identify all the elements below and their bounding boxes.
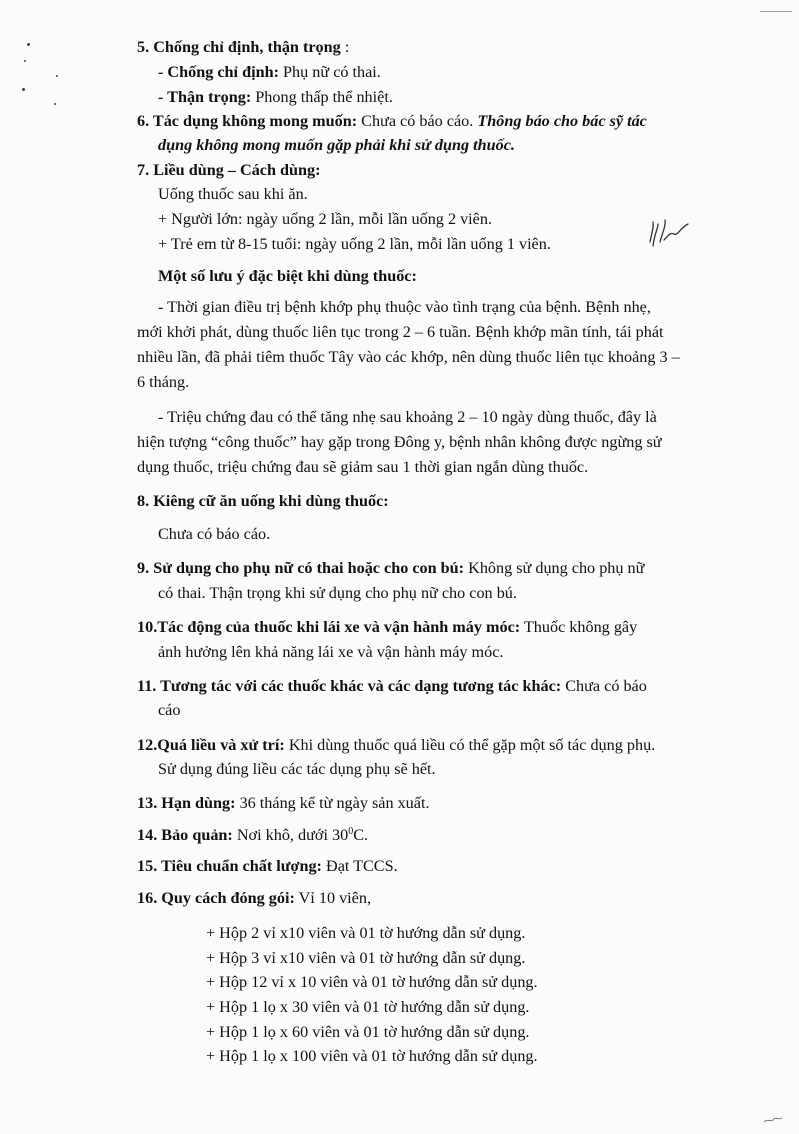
scan-speck xyxy=(22,88,25,91)
packaging-item: + Hộp 1 lọ x 60 viên và 01 tờ hướng dẫn sử dụng. xyxy=(206,1023,530,1041)
notes-p1-line-2: mới khởi phát, dùng thuốc liên tục trong 2 – 6 tuần. Bệnh khớp mãn tính, tái phát xyxy=(137,323,664,341)
section-5-caution: - Thận trọng: Phong thấp thể nhiệt. xyxy=(158,88,393,106)
section-10-line-1: 10.Tác động của thuốc khi lái xe và vận hành máy móc: Thuốc không gây xyxy=(137,618,638,636)
notes-p1-line-1: - Thời gian điều trị bệnh khớp phụ thuộc vào tình trạng của bệnh. Bệnh nhẹ, xyxy=(158,298,651,316)
packaging-item: + Hộp 1 lọ x 30 viên và 01 tờ hướng dẫn sử dụng. xyxy=(206,998,530,1016)
section-8-text: Chưa có báo cáo. xyxy=(158,525,271,543)
notes-p1-line-3: nhiều lần, đã phải tiêm thuốc Tây vào các khớp, nên dùng thuốc liên tục khoảng 3 – xyxy=(137,348,680,366)
section-7-line-1: Uống thuốc sau khi ăn. xyxy=(158,185,308,203)
section-7-heading: 7. Liều dùng – Cách dùng: xyxy=(137,161,321,179)
section-9-line-2: có thai. Thận trọng khi sử dụng cho phụ nữ cho con bú. xyxy=(158,584,517,602)
section-12-line-1: 12.Quá liều và xử trí: Khi dùng thuốc quá liều có thể gặp một số tác dụng phụ. xyxy=(137,736,656,754)
notes-p2-line-3: dụng thuốc, triệu chứng đau sẽ giảm sau 1 thời gian ngắn dùng thuốc. xyxy=(137,458,589,476)
notes-p1-line-4: 6 tháng. xyxy=(137,373,190,391)
packaging-item: + Hộp 2 vỉ x10 viên và 01 tờ hướng dẫn sử dụng. xyxy=(206,924,526,942)
section-7-line-2: + Người lớn: ngày uống 2 lần, mỗi lần uống 2 viên. xyxy=(158,210,493,228)
notes-title: Một số lưu ý đặc biệt khi dùng thuốc: xyxy=(158,267,417,285)
scan-speck xyxy=(56,75,58,77)
section-16-heading: 16. Quy cách đóng gói: Vỉ 10 viên, xyxy=(137,889,371,907)
section-13: 13. Hạn dùng: 36 tháng kể từ ngày sản xuất. xyxy=(137,794,430,812)
section-12-line-2: Sử dụng đúng liều các tác dụng phụ sẽ hết. xyxy=(158,760,436,778)
section-6-line-1: 6. Tác dụng không mong muốn: Chưa có báo cáo. Thông báo cho bác sỹ tác xyxy=(137,112,647,130)
section-5-contraindication: - Chống chỉ định: Phụ nữ có thai. xyxy=(158,63,381,81)
section-7-line-3: + Trẻ em từ 8-15 tuổi: ngày uống 2 lần, mỗi lần uống 1 viên. xyxy=(158,235,551,253)
section-9-line-1: 9. Sử dụng cho phụ nữ có thai hoặc cho con bú: Không sử dụng cho phụ nữ xyxy=(137,559,645,577)
scan-speck xyxy=(54,103,56,105)
notes-p2-line-1: - Triệu chứng đau có thể tăng nhẹ sau khoảng 2 – 10 ngày dùng thuốc, đây là xyxy=(158,408,657,426)
packaging-item: + Hộp 12 vỉ x 10 viên và 01 tờ hướng dẫn sử dụng. xyxy=(206,973,538,991)
section-14: 14. Bảo quản: Nơi khô, dưới $30^0C$. xyxy=(137,826,369,844)
notes-p2-line-2: hiện tượng “công thuốc” hay gặp trong Đông y, bệnh nhân không được ngừng sử xyxy=(137,433,662,451)
section-15: 15. Tiêu chuẩn chất lượng: Đạt TCCS. xyxy=(137,857,398,875)
packaging-item: + Hộp 3 vỉ x10 viên và 01 tờ hướng dẫn sử dụng. xyxy=(206,949,526,967)
packaging-item: + Hộp 1 lọ x 100 viên và 01 tờ hướng dẫn sử dụng. xyxy=(206,1047,538,1065)
section-11-line-1: 11. Tương tác với các thuốc khác và các dạng tương tác khác: Chưa có báo xyxy=(137,677,647,695)
scan-mark xyxy=(760,11,792,12)
section-6-line-2: dụng không mong muốn gặp phải khi sử dụng thuốc. xyxy=(158,136,515,154)
section-11-line-2: cáo xyxy=(158,701,181,719)
section-5-heading: 5. Chống chỉ định, thận trọng : xyxy=(137,38,350,56)
scan-speck xyxy=(24,60,26,62)
section-10-line-2: ảnh hưởng lên khả năng lái xe và vận hành máy móc. xyxy=(158,643,504,661)
section-8-heading: 8. Kiêng cữ ăn uống khi dùng thuốc: xyxy=(137,492,389,510)
handwritten-initials xyxy=(640,212,700,262)
scan-speck xyxy=(27,43,30,46)
scan-mark xyxy=(762,1114,784,1126)
